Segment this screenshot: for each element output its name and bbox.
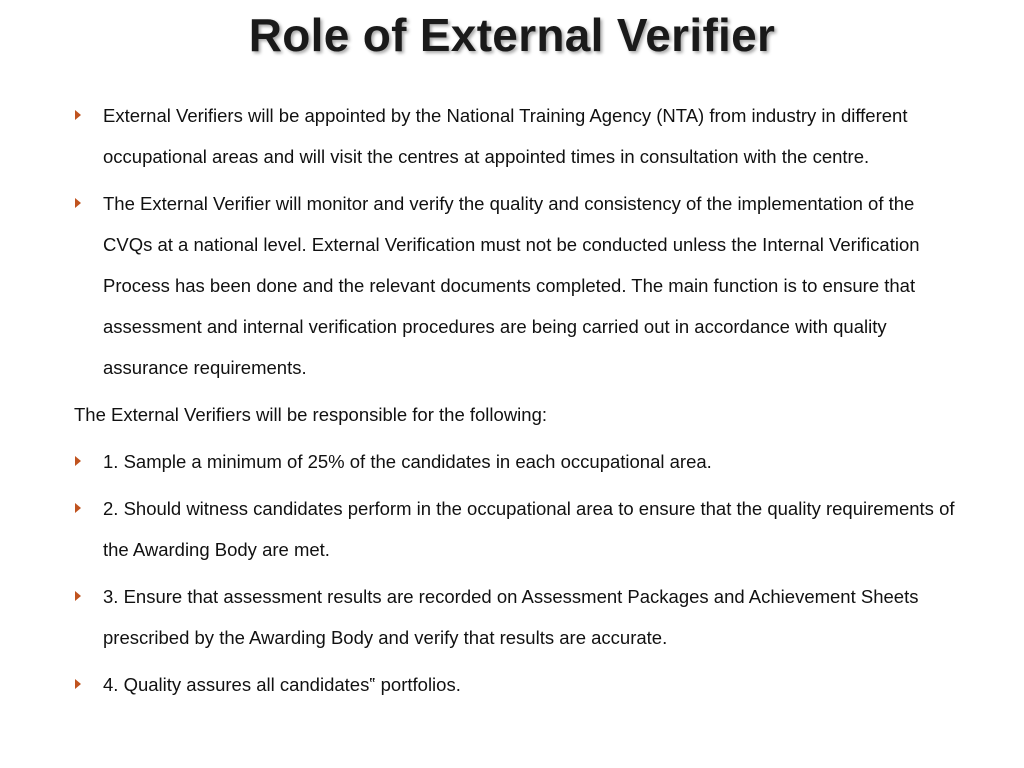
bullet-item bbox=[74, 576, 964, 658]
bullet-item bbox=[74, 664, 964, 705]
bullet-item bbox=[74, 488, 964, 570]
bullet-item bbox=[74, 183, 964, 388]
bullet-text: 2. Should witness candidates perform in the occupational area to ensure that the quality requirements of the Awarding Body are met. bbox=[103, 498, 955, 560]
slide-title: Role of External Verifier bbox=[248, 9, 776, 61]
bullet-arrow-icon bbox=[75, 110, 81, 120]
bullet-text: 3. Ensure that assessment results are recorded on Assessment Packages and Achievement Sheets prescribed by the Awarding Body and verify that results are accurate. bbox=[103, 586, 919, 648]
bullet-arrow-icon bbox=[75, 679, 81, 689]
bullet-text: The External Verifier will monitor and verify the quality and consistency of the implementation of the CVQs at a national level. External Verification must not be conducted unless the Internal Verification Process has been done and the relevant documents completed. The main function is to ensure that assessment and internal verification procedures are being carried out in accordance with quality assurance requirements. bbox=[103, 193, 920, 378]
plain-paragraph bbox=[74, 394, 964, 435]
bullet-arrow-icon bbox=[75, 456, 81, 466]
bullet-item bbox=[74, 441, 964, 482]
bullet-arrow-icon bbox=[75, 503, 81, 513]
bullet-text: External Verifiers will be appointed by the National Training Agency (NTA) from industry in different occupational areas and will visit the centres at appointed times in consultation with the centre. bbox=[103, 105, 908, 167]
paragraph-text: The External Verifiers will be responsible for the following: bbox=[74, 404, 548, 425]
bullet-text: 1. Sample a minimum of 25% of the candidates in each occupational area. bbox=[103, 451, 712, 472]
bullet-arrow-icon bbox=[75, 198, 81, 208]
bullet-text: 4. Quality assures all candidates‟ portfolios. bbox=[103, 674, 461, 695]
slide-content bbox=[74, 95, 964, 711]
bullet-item bbox=[74, 95, 964, 177]
bullet-arrow-icon bbox=[75, 591, 81, 601]
